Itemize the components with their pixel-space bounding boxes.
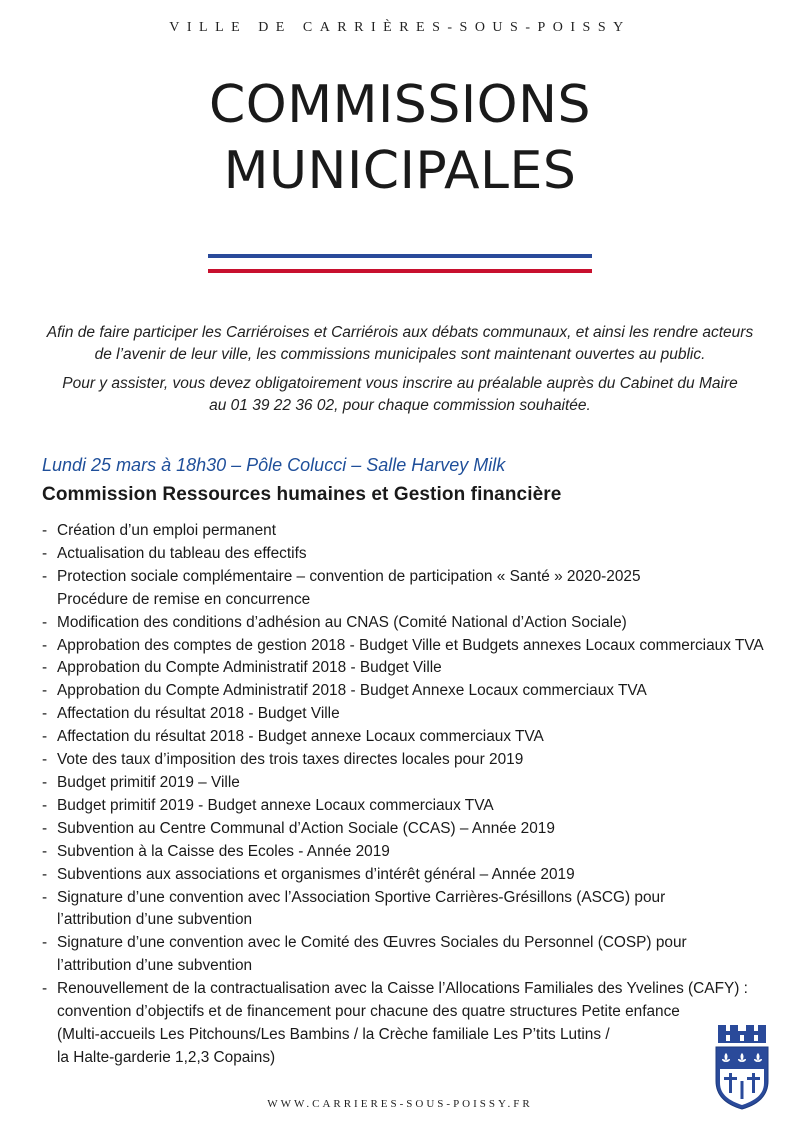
agenda-item (42, 795, 772, 818)
list-bullet-dash: - (42, 796, 48, 814)
agenda-item (42, 818, 772, 841)
agenda-item-text: Affectation du résultat 2018 - Budget Ville (57, 705, 340, 723)
agenda-item (42, 612, 772, 635)
agenda-item (42, 932, 772, 978)
city-crest-icon (712, 1023, 772, 1111)
agenda-item (42, 703, 772, 726)
intro-paragraph-1: Afin de faire participer les Carriéroises et Carriérois aux débats communaux, et ainsi les rendre acteurs de l’avenir de leur ville, les commissions municipales sont maintenant ouvertes au public. (46, 324, 754, 363)
list-bullet-dash: - (42, 705, 48, 723)
agenda-item-text: Renouvellement de la contractualisation avec la Caisse l’Allocations Familiales des Yvelines (CAFY) : convention d’objectifs et de financement pour chacune des quatre structures Petite enfance (Multi-accueils Les Pitchouns/Les Bambins / la Crèche familiale Les P’tits Lutins / la Halte-garderie 1,2,3 Copains) (57, 980, 748, 1066)
agenda-item-text: Affectation du résultat 2018 - Budget annexe Locaux commerciaux TVA (57, 728, 544, 746)
commission-title: Commission Ressources humaines et Gestion financière (42, 484, 562, 505)
agenda-item-text: Budget primitif 2019 - Budget annexe Locaux commerciaux TVA (57, 796, 494, 814)
list-bullet-dash: - (42, 865, 48, 883)
agenda-item-text: Approbation des comptes de gestion 2018 - Budget Ville et Budgets annexes Locaux commerciaux TVA (57, 636, 764, 654)
list-bullet-dash: - (42, 819, 48, 837)
agenda-item-text: Création d’un emploi permanent (57, 522, 277, 539)
city-name: VILLE DE CARRIÈRES-SOUS-POISSY (169, 20, 631, 35)
agenda-item (42, 520, 772, 543)
list-bullet-dash: - (42, 728, 48, 746)
list-bullet-dash: - (42, 751, 48, 769)
agenda-item-text: Subventions aux associations et organismes d’intérêt général – Année 2019 (57, 865, 575, 883)
agenda-item-text: Modification des conditions d’adhésion au CNAS (Comité National d’Action Sociale) (57, 613, 627, 631)
agenda-item (42, 749, 772, 772)
agenda-item-text: Subvention à la Caisse des Ecoles - Année 2019 (57, 842, 390, 860)
list-bullet-dash: - (42, 659, 48, 677)
agenda-item-text: Budget primitif 2019 – Ville (57, 773, 240, 791)
agenda-item-text: Approbation du Compte Administratif 2018 - Budget Ville (57, 659, 442, 677)
list-bullet-dash: - (42, 934, 48, 952)
website-url: WWW.CARRIERES-SOUS-POISSY.FR (267, 1098, 533, 1110)
list-bullet-dash: - (42, 842, 48, 860)
agenda-item (42, 543, 772, 566)
agenda-item (42, 657, 772, 680)
flag-stripe-blue (208, 254, 592, 258)
agenda-item (42, 841, 772, 864)
list-bullet-dash: - (42, 613, 48, 631)
agenda-item-text: Protection sociale complémentaire – convention de participation « Santé » 2020-2025 Procédure de remise en concurrence (57, 567, 641, 608)
agenda-item (42, 978, 772, 1070)
agenda-item-text: Vote des taux d’imposition des trois taxes directes locales pour 2019 (57, 751, 524, 769)
flag-stripe-red (208, 269, 592, 273)
list-bullet-dash: - (42, 980, 48, 998)
agenda-item (42, 635, 772, 658)
agenda-item (42, 864, 772, 887)
agenda-item-text: Approbation du Compte Administratif 2018 - Budget Annexe Locaux commerciaux TVA (57, 682, 647, 700)
list-bullet-dash: - (42, 888, 48, 906)
agenda-item (42, 772, 772, 795)
agenda-item-text: Signature d’une convention avec l’Association Sportive Carrières-Grésillons (ASCG) pour l’attribution d’une subvention (57, 888, 666, 929)
list-bullet-dash: - (42, 522, 48, 539)
agenda-item (42, 726, 772, 749)
agenda-item (42, 680, 772, 703)
page-title (0, 72, 800, 204)
agenda-list (42, 520, 772, 1070)
agenda-item (42, 566, 772, 612)
intro-paragraph-2: Pour y assister, vous devez obligatoirement vous inscrire au préalable auprès du Cabinet du Maire au 01 39 22 36 02, pour chaque commission souhaitée. (62, 375, 738, 414)
title-line-2: MUNICIPALES (223, 141, 577, 201)
meeting-date-location: Lundi 25 mars à 18h30 – Pôle Colucci – Salle Harvey Milk (42, 455, 506, 475)
list-bullet-dash: - (42, 773, 48, 791)
list-bullet-dash: - (42, 636, 48, 654)
list-bullet-dash: - (42, 544, 48, 562)
agenda-item-text: Actualisation du tableau des effectifs (57, 544, 307, 562)
agenda-item-text: Signature d’une convention avec le Comité des Œuvres Sociales du Personnel (COSP) pour l’attribution d’une subvention (57, 934, 687, 975)
list-bullet-dash: - (42, 682, 48, 700)
title-line-1: COMMISSIONS (209, 75, 591, 135)
agenda-item (42, 887, 772, 933)
list-bullet-dash: - (42, 567, 48, 585)
agenda-item-text: Subvention au Centre Communal d’Action Sociale (CCAS) – Année 2019 (57, 819, 555, 837)
